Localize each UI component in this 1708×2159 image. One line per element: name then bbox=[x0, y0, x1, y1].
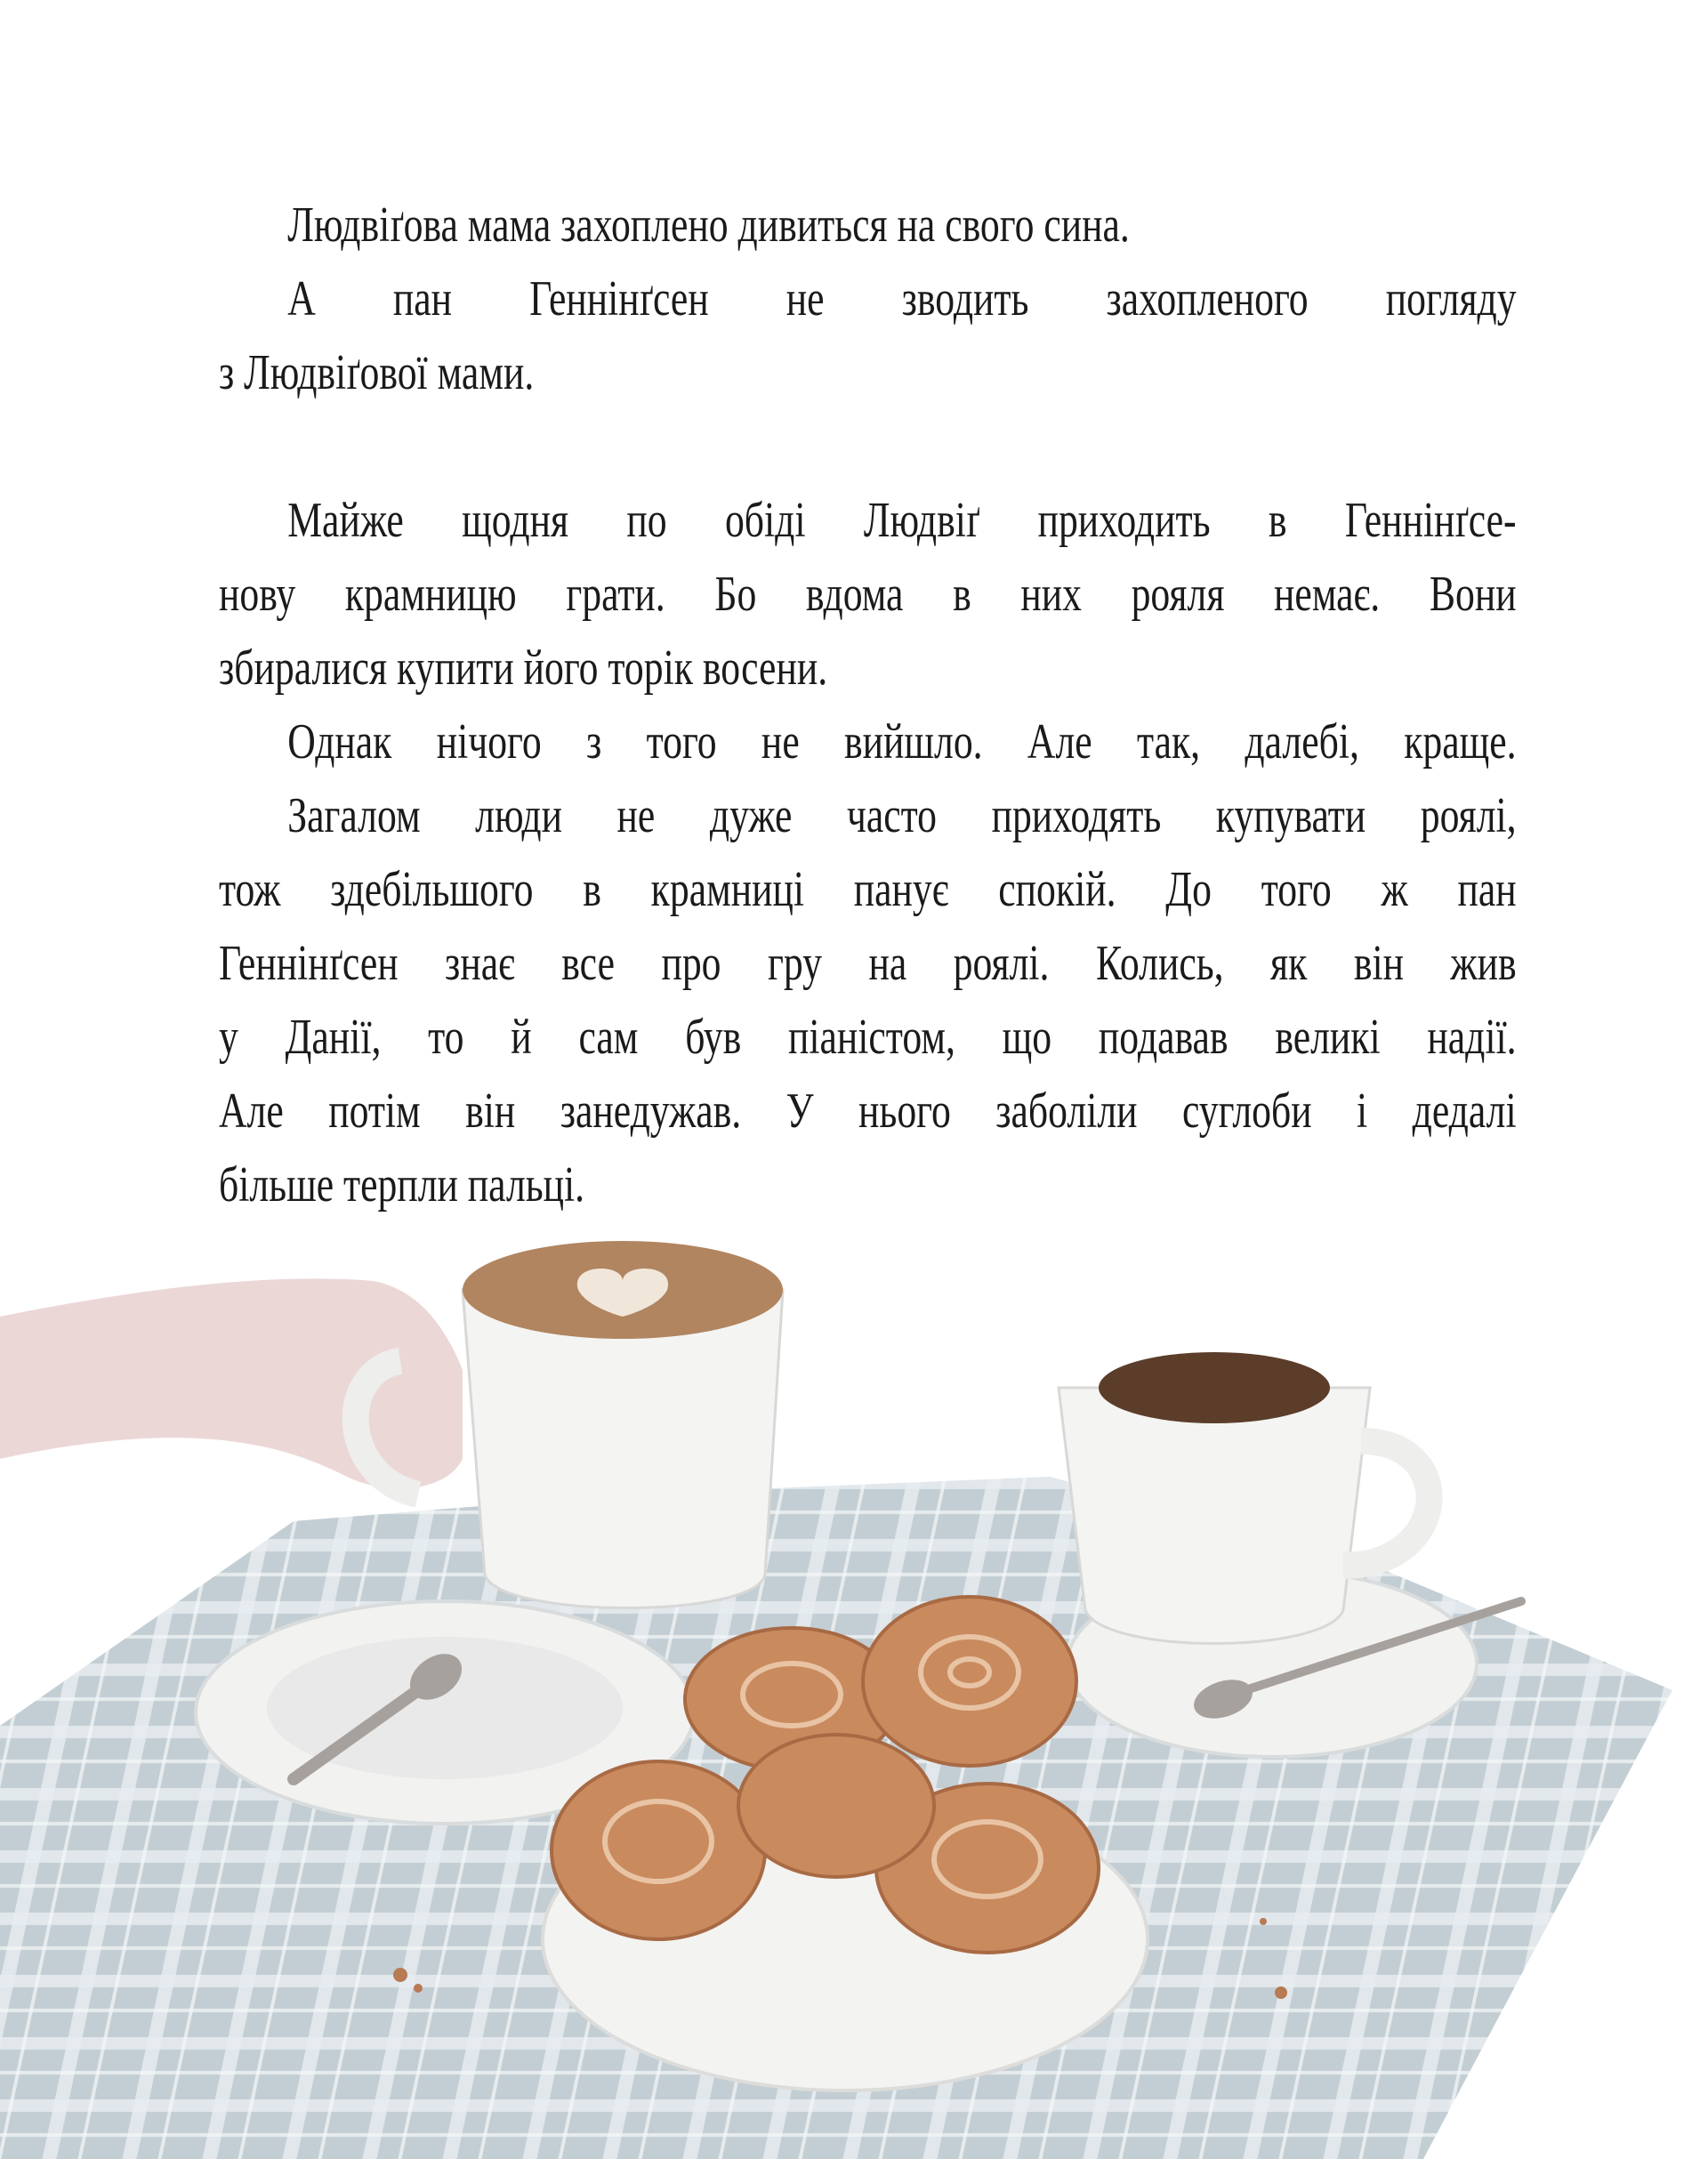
hand bbox=[0, 1278, 463, 1488]
text-line: збиралися купити його торік восени. bbox=[219, 640, 828, 696]
right-cup bbox=[1059, 1388, 1370, 1644]
text-line: Однак нічого з того не вийшло. Але так, далебі, краще. bbox=[287, 714, 1517, 769]
text-line: з Людвіґової мами. bbox=[219, 345, 535, 400]
text-line: А пан Геннінґсен не зводить захопленого погляду bbox=[287, 271, 1517, 326]
text-line: тож здебільшого в крамниці панує спокій. До того ж пан bbox=[219, 862, 1517, 917]
text-line: Загалом люди не дуже часто приходять купувати роялі, bbox=[287, 788, 1517, 843]
text-line: у Данії, то й сам був піаністом, що подавав великі надії. bbox=[219, 1010, 1517, 1065]
text-line: Майже щодня по обіді Людвіґ приходить в Геннінґсе- bbox=[287, 493, 1517, 548]
text-line: Геннінґсен знає все про гру на роялі. Колись, як він жив bbox=[219, 936, 1517, 991]
text-line: більше терпли пальці. bbox=[219, 1157, 585, 1212]
text-line: Але потім він занедужав. У нього заболіли суглоби і дедалі bbox=[219, 1084, 1517, 1139]
coffee-illustration bbox=[0, 1228, 1708, 2159]
black-coffee bbox=[1099, 1352, 1330, 1423]
text-line: Людвіґова мама захоплено дивиться на свого сина. bbox=[287, 197, 1130, 253]
body-text bbox=[219, 189, 1517, 1222]
text-line: нову крамницю грати. Бо вдома в них рояля немає. Вони bbox=[219, 567, 1517, 622]
